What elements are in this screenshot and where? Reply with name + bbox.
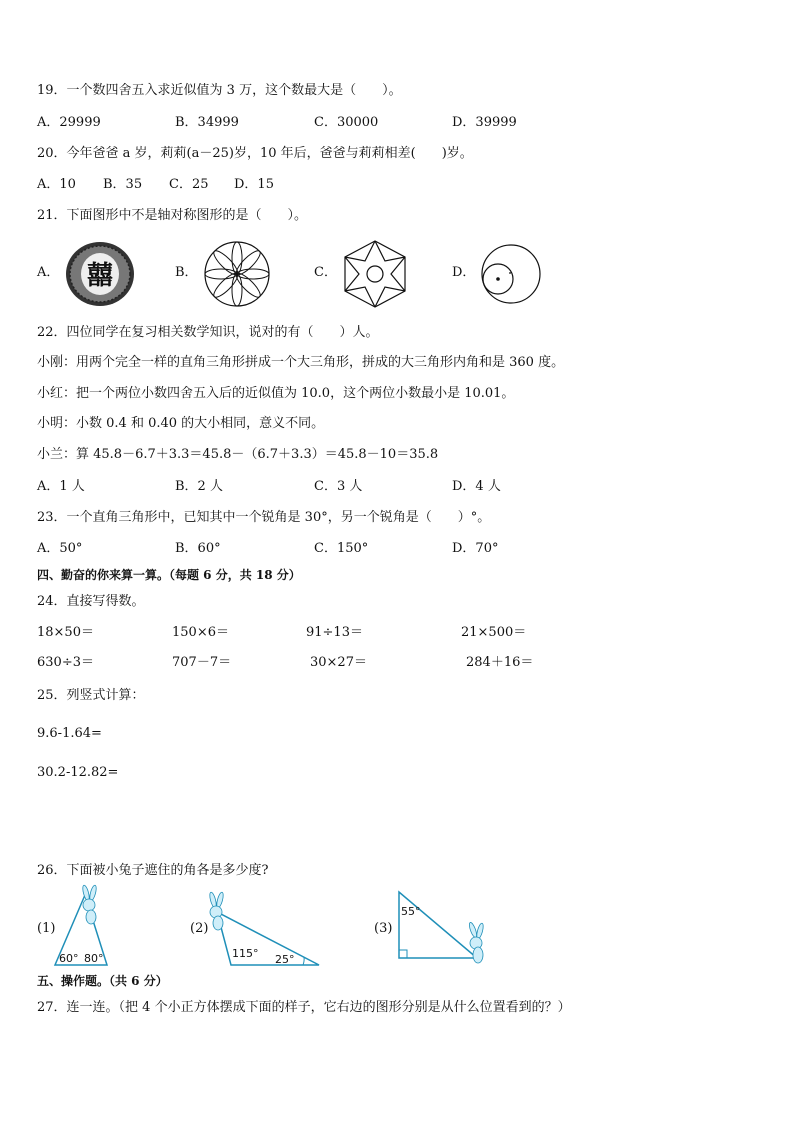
q21-option-c: C．: [314, 265, 337, 280]
q25-stem: 25．列竖式计算：: [37, 688, 145, 703]
triangle-figure-2: [205, 890, 323, 970]
angle-115-label: 115°: [232, 947, 259, 960]
q22-statement-xiaoming: 小明：小数 0.4 和 0.40 的大小相同，意义不同。: [37, 416, 325, 431]
q26-label-2: (2): [190, 921, 209, 936]
seal-glyph: 囍: [86, 261, 114, 291]
q20-option-b: B．35: [103, 177, 143, 192]
q20-stem: 20．今年爸爸 a 岁，莉莉(a－25)岁，10 年后，爸爸与莉莉相差( )岁。: [37, 146, 473, 161]
rabbit-icon: [468, 922, 485, 963]
q20-option-d: D．15: [234, 177, 274, 192]
q26-label-3: (3): [374, 921, 393, 936]
rabbit-icon: [82, 885, 98, 924]
q22-option-a: A．1 人: [37, 479, 85, 494]
double-happiness-seal-figure: [64, 240, 136, 308]
flower-circle-figure: [203, 240, 271, 308]
triangle-figure-3: [395, 888, 495, 970]
q26-label-1: (1): [37, 921, 56, 936]
q22-option-b: B．2 人: [175, 479, 223, 494]
q23-option-c: C．150°: [314, 541, 369, 556]
q24-item: 630÷3＝: [37, 655, 94, 670]
q22-statement-xiaogang: 小刚：用两个完全一样的直角三角形拼成一个大三角形，拼成的大三角形内角和是 360 度。: [37, 355, 565, 370]
q24-item: 91÷13＝: [306, 625, 363, 640]
q22-stem: 22．四位同学在复习相关数学知识，说对的有（ ）人。: [37, 325, 379, 340]
nested-circles-figure: [480, 243, 542, 305]
triangle-figure-1: [50, 885, 114, 970]
section-4-title: 四、勤奋的你来算一算。（每题 6 分，共 18 分）: [37, 568, 301, 582]
q23-option-b: B．60°: [175, 541, 221, 556]
q19-option-b: B．34999: [175, 115, 239, 130]
q27-stem: 27．连一连。（把 4 个小正方体摆成下面的样子，它右边的图形分别是从什么位置看到的？）: [37, 1000, 571, 1015]
q23-option-a: A．50°: [37, 541, 83, 556]
q22-statement-xiaolan: 小兰：算 45.8－6.7＋3.3＝45.8－（6.7＋3.3）＝45.8－10＝35.8: [37, 447, 439, 462]
q23-stem: 23．一个直角三角形中，已知其中一个锐角是 30°，另一个锐角是（ ）°。: [37, 510, 491, 525]
q19-option-a: A．29999: [37, 115, 101, 130]
q22-statement-xiaohong: 小红：把一个两位小数四舍五入后的近似值为 10.0，这个两位小数最小是 10.01。: [37, 386, 515, 401]
q22-option-c: C．3 人: [314, 479, 363, 494]
q21-stem: 21．下面图形中不是轴对称图形的是（ ）。: [37, 208, 308, 223]
q21-option-b: B．: [175, 265, 198, 280]
q21-option-d: D．: [452, 265, 476, 280]
q24-item: 150×6＝: [172, 625, 229, 640]
q21-option-a: A．: [37, 265, 60, 280]
angle-25-label: 25°: [275, 953, 295, 966]
q19-option-d: D．39999: [452, 115, 517, 130]
q23-option-d: D．70°: [452, 541, 499, 556]
q24-item: 30×27＝: [310, 655, 367, 670]
q20-option-a: A．10: [37, 177, 76, 192]
q19-stem: 19．一个数四舍五入求近似值为 3 万，这个数最大是（ ）。: [37, 83, 402, 98]
q22-option-d: D．4 人: [452, 479, 501, 494]
rabbit-icon: [209, 892, 225, 930]
q26-stem: 26．下面被小兔子遮住的角各是多少度?: [37, 863, 269, 878]
q24-item: 284＋16＝: [466, 655, 534, 670]
q19-option-c: C．30000: [314, 115, 379, 130]
q24-item: 18×50＝: [37, 625, 94, 640]
angle-60-label: 60°: [59, 952, 79, 965]
q24-stem: 24．直接写得数。: [37, 594, 145, 609]
angle-80-label: 80°: [84, 952, 104, 965]
pinwheel-hexagon-figure: [339, 239, 411, 309]
q25-item: 30.2-12.82=: [37, 765, 119, 780]
q25-item: 9.6-1.64=: [37, 726, 102, 741]
angle-55-label: 55°: [401, 905, 421, 918]
q24-item: 21×500＝: [461, 625, 527, 640]
section-5-title: 五、操作题。（共 6 分）: [37, 974, 168, 988]
q20-option-c: C．25: [169, 177, 209, 192]
q24-item: 707－7＝: [172, 655, 232, 670]
